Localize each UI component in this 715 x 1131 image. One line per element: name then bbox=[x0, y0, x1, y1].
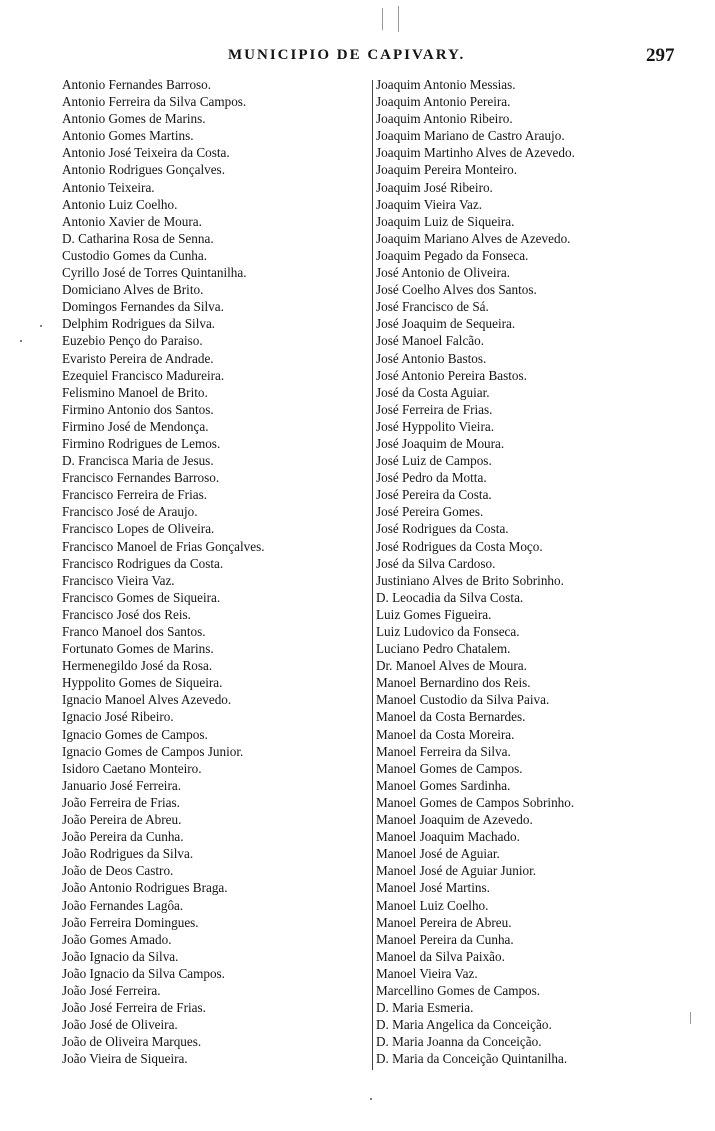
list-item: João Vieira de Siqueira. bbox=[62, 1051, 188, 1067]
print-scuff bbox=[690, 1012, 691, 1024]
print-scuff bbox=[398, 6, 399, 32]
list-item: João Pereira da Cunha. bbox=[62, 829, 184, 845]
list-item: José Joaquim de Moura. bbox=[376, 435, 505, 451]
list-item: Antonio Teixeira. bbox=[62, 179, 155, 195]
list-item: Manoel da Silva Paixão. bbox=[376, 948, 505, 964]
list-item: Antonio Luiz Coelho. bbox=[62, 196, 178, 212]
list-item: Francisco Fernandes Barroso. bbox=[62, 470, 220, 486]
list-item: D. Maria Angelica da Conceição. bbox=[376, 1017, 552, 1033]
list-item: Antonio Fernandes Barroso. bbox=[62, 77, 212, 92]
list-item: João José Ferreira de Frias. bbox=[62, 1000, 206, 1016]
list-item: Domingos Fernandes da Silva. bbox=[62, 299, 224, 315]
list-item: Firmino Rodrigues de Lemos. bbox=[62, 435, 221, 451]
list-item: José Francisco de Sá. bbox=[376, 299, 489, 315]
print-speck bbox=[20, 340, 22, 342]
list-item: Manoel Luiz Coelho. bbox=[376, 897, 489, 913]
list-item: Euzebio Penço do Paraiso. bbox=[62, 333, 203, 349]
list-item: Fortunato Gomes de Marins. bbox=[62, 641, 214, 657]
list-item: José Hyppolito Vieira. bbox=[376, 418, 495, 434]
list-item: João Gomes Amado. bbox=[62, 931, 172, 947]
list-item: João Pereira de Abreu. bbox=[62, 812, 182, 828]
list-item: Francisco Ferreira de Frias. bbox=[62, 487, 208, 503]
list-item: Francisco Rodrigues da Costa. bbox=[62, 555, 224, 571]
list-item: Francisco Gomes de Siqueira. bbox=[62, 589, 221, 605]
list-item: Joaquim Mariano Alves de Azevedo. bbox=[376, 230, 571, 246]
list-item: Francisco Vieira Vaz. bbox=[62, 572, 175, 588]
list-item: João José Ferreira. bbox=[62, 982, 161, 998]
list-item: José da Costa Aguiar. bbox=[376, 384, 490, 400]
list-item: Manoel Gomes de Campos. bbox=[376, 760, 523, 776]
list-item: José Pereira Gomes. bbox=[376, 504, 484, 520]
list-item: Isidoro Caetano Monteiro. bbox=[62, 760, 202, 776]
print-speck bbox=[40, 325, 42, 327]
list-item: Manoel Gomes Sardinha. bbox=[376, 777, 511, 793]
list-item: Luciano Pedro Chatalem. bbox=[376, 641, 511, 657]
print-speck bbox=[370, 1098, 372, 1100]
list-item: José Antonio de Oliveira. bbox=[376, 265, 511, 281]
page-number: 297 bbox=[646, 45, 675, 66]
list-item: Manoel José Martins. bbox=[376, 880, 490, 896]
list-item: João de Oliveira Marques. bbox=[62, 1034, 202, 1050]
list-item: D. Maria Joanna da Conceição. bbox=[376, 1034, 542, 1050]
list-item: Manoel da Costa Bernardes. bbox=[376, 709, 526, 725]
list-item: José Rodrigues da Costa. bbox=[376, 521, 509, 537]
list-item: Manoel José de Aguiar. bbox=[376, 846, 500, 862]
list-item: Custodio Gomes da Cunha. bbox=[62, 247, 208, 263]
list-item: Manoel Gomes de Campos Sobrinho. bbox=[376, 794, 575, 810]
list-item: Francisco Lopes de Oliveira. bbox=[62, 521, 215, 537]
list-item: José Rodrigues da Costa Moço. bbox=[376, 538, 543, 554]
list-item: Antonio Rodrigues Gonçalves. bbox=[62, 162, 225, 178]
print-scuff bbox=[382, 8, 383, 30]
list-item: Firmino Antonio dos Santos. bbox=[62, 401, 214, 417]
list-item: João de Deos Castro. bbox=[62, 863, 174, 879]
list-item: Manoel Pereira de Abreu. bbox=[376, 914, 512, 930]
list-item: Joaquim Pereira Monteiro. bbox=[376, 162, 517, 178]
list-item: João José de Oliveira. bbox=[62, 1017, 178, 1033]
list-item: José Coelho Alves dos Santos. bbox=[376, 282, 537, 298]
list-item: Cyrillo José de Torres Quintanilha. bbox=[62, 265, 247, 281]
list-item: Evaristo Pereira de Andrade. bbox=[62, 350, 214, 366]
list-item: José Pereira da Costa. bbox=[376, 487, 492, 503]
list-item: Joaquim Antonio Messias. bbox=[376, 77, 516, 92]
list-item: Luiz Ludovico da Fonseca. bbox=[376, 624, 520, 639]
list-item: Januario José Ferreira. bbox=[62, 777, 182, 793]
list-item: José Manoel Falcão. bbox=[376, 333, 485, 349]
list-item: Joaquim Luiz de Siqueira. bbox=[376, 213, 515, 229]
list-item: Delphim Rodrigues da Silva. bbox=[62, 316, 216, 332]
list-item: José Antonio Pereira Bastos. bbox=[376, 367, 527, 383]
list-item: José Luiz de Campos. bbox=[376, 453, 492, 469]
page-title: MUNICIPIO DE CAPIVARY. bbox=[228, 47, 466, 63]
list-item: Manoel Bernardino dos Reis. bbox=[376, 675, 531, 691]
list-item: Manoel Joaquim de Azevedo. bbox=[376, 812, 533, 828]
list-item: João Ferreira Domingues. bbox=[62, 914, 199, 930]
list-item: D. Maria Esmeria. bbox=[376, 1000, 474, 1016]
list-item: João Fernandes Lagôa. bbox=[62, 897, 184, 913]
list-item: Manoel Ferreira da Silva. bbox=[376, 743, 511, 759]
list-item: Joaquim Antonio Ribeiro. bbox=[376, 111, 513, 127]
list-item: Joaquim Pegado da Fonseca. bbox=[376, 247, 529, 263]
list-item: Manoel Pereira da Cunha. bbox=[376, 931, 514, 947]
list-item: Antonio José Teixeira da Costa. bbox=[62, 145, 230, 161]
list-item: João Rodrigues da Silva. bbox=[62, 846, 194, 862]
list-item: Luiz Gomes Figueira. bbox=[376, 606, 492, 622]
list-item: D. Maria da Conceição Quintanilha. bbox=[376, 1051, 568, 1067]
list-item: Manoel da Costa Moreira. bbox=[376, 726, 515, 742]
list-item: Marcellino Gomes de Campos. bbox=[376, 982, 541, 998]
list-item: Ignacio Gomes de Campos Junior. bbox=[62, 743, 244, 759]
list-item: João Ignacio da Silva Campos. bbox=[62, 965, 225, 981]
list-item: Francisco José de Araujo. bbox=[62, 504, 198, 520]
list-item: Dr. Manoel Alves de Moura. bbox=[376, 658, 527, 674]
list-item: José Antonio Bastos. bbox=[376, 350, 487, 366]
list-item: Firmino José de Mendonça. bbox=[62, 418, 209, 434]
name-list-right-column bbox=[376, 76, 694, 1067]
list-item: Franco Manoel dos Santos. bbox=[62, 624, 206, 639]
list-item: Antonio Gomes de Marins. bbox=[62, 111, 206, 127]
list-item: Ezequiel Francisco Madureira. bbox=[62, 367, 225, 383]
list-item: João Antonio Rodrigues Braga. bbox=[62, 880, 228, 896]
list-item: Joaquim Martinho Alves de Azevedo. bbox=[376, 145, 575, 161]
list-item: Antonio Xavier de Moura. bbox=[62, 213, 202, 229]
list-item: Joaquim Vieira Vaz. bbox=[376, 196, 483, 212]
list-item: Domiciano Alves de Brito. bbox=[62, 282, 204, 298]
list-item: Justiniano Alves de Brito Sobrinho. bbox=[376, 572, 564, 588]
list-item: Francisco José dos Reis. bbox=[62, 606, 191, 622]
list-item: Ignacio José Ribeiro. bbox=[62, 709, 174, 725]
list-item: Joaquim Antonio Pereira. bbox=[376, 94, 511, 110]
list-item: Francisco Manoel de Frias Gonçalves. bbox=[62, 538, 265, 554]
list-item: Antonio Gomes Martins. bbox=[62, 128, 194, 144]
list-item: João Ignacio da Silva. bbox=[62, 948, 179, 964]
list-item: João Ferreira de Frias. bbox=[62, 794, 180, 810]
list-item: Felismino Manoel de Brito. bbox=[62, 384, 208, 400]
list-item: Hermenegildo José da Rosa. bbox=[62, 658, 213, 674]
list-item: Ignacio Manoel Alves Azevedo. bbox=[62, 692, 232, 708]
list-item: Manoel José de Aguiar Junior. bbox=[376, 863, 537, 879]
name-list-left-column bbox=[62, 76, 370, 1067]
list-item: Joaquim José Ribeiro. bbox=[376, 179, 493, 195]
list-item: José da Silva Cardoso. bbox=[376, 555, 496, 571]
list-item: José Ferreira de Frias. bbox=[376, 401, 493, 417]
list-item: Joaquim Mariano de Castro Araujo. bbox=[376, 128, 565, 144]
list-item: Manoel Joaquim Machado. bbox=[376, 829, 520, 845]
list-item: José Joaquim de Sequeira. bbox=[376, 316, 516, 332]
list-item: D. Francisca Maria de Jesus. bbox=[62, 453, 214, 469]
list-item: D. Catharina Rosa de Senna. bbox=[62, 230, 214, 246]
list-item: D. Leocadia da Silva Costa. bbox=[376, 589, 524, 605]
list-item: Antonio Ferreira da Silva Campos. bbox=[62, 94, 247, 110]
list-item: Manoel Vieira Vaz. bbox=[376, 965, 478, 981]
list-item: José Pedro da Motta. bbox=[376, 470, 487, 486]
list-item: Ignacio Gomes de Campos. bbox=[62, 726, 208, 742]
list-item: Manoel Custodio da Silva Paiva. bbox=[376, 692, 550, 708]
list-item: Hyppolito Gomes de Siqueira. bbox=[62, 675, 223, 691]
column-divider bbox=[372, 80, 373, 1070]
